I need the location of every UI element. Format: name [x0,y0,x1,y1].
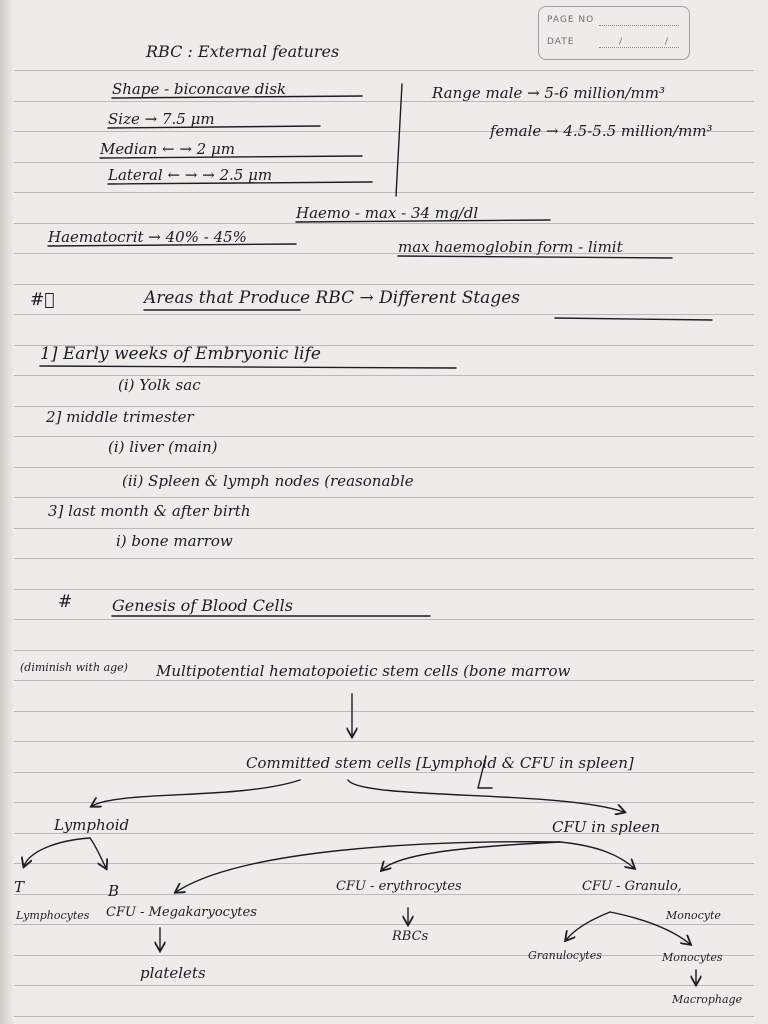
multipotential-line: Multipotential hematopoietic stem cells (bone marrow [156,662,571,680]
b-cell: B [108,882,120,900]
rbcs: RBCs [392,929,429,944]
stage2-a: (i) liver (main) [108,438,218,456]
range-female: female → 4.5-5.5 million/mm³ [490,122,713,140]
section1-title: RBC : External features [146,42,340,61]
platelets: platelets [140,964,206,982]
range-male: Range male → 5-6 million/mm³ [432,84,665,102]
stage1-a: (i) Yolk sac [118,376,201,394]
page-no-label: PAGE NO [547,15,595,25]
haematocrit: Haematocrit → 40% - 45% [48,228,247,246]
shape-line: Shape - biconcave disk [112,80,287,98]
cfu-in-spleen: CFU in spleen [552,818,661,836]
section2-title: Areas that Produce RBC → Different Stages [144,288,520,308]
date-value: / / [619,37,688,47]
diminish-note: (diminish with age) [20,661,128,674]
lateral-line: Lateral ← → → 2.5 μm [108,166,273,184]
stage1: 1] Early weeks of Embryonic life [40,344,321,364]
granulocytes: Granulocytes [528,949,602,962]
section3-title: Genesis of Blood Cells [112,596,293,615]
macrophage: Macrophage [672,993,743,1006]
hash-mark: #⃥ [30,290,53,310]
cfu-erythrocytes: CFU - erythrocytes [336,879,462,894]
size-line: Size → 7.5 μm [108,110,215,128]
t-cell: T [14,878,25,896]
cfu-megakaryocytes: CFU - Megakaryocytes [106,905,257,920]
haemo-max: Haemo - max - 34 mg/dl [296,204,479,222]
stage2: 2] middle trimester [46,408,194,426]
monocyte: Monocyte [666,909,721,922]
hash-mark-2: # [58,592,73,612]
max-haemoglobin: max haemoglobin form - limit [398,238,623,256]
date-label: DATE [547,37,575,47]
divider-line [396,84,402,196]
stage2-b: (ii) Spleen & lymph nodes (reasonable [122,472,414,490]
stage3: 3] last month & after birth [48,502,251,520]
committed-line: Committed stem cells [Lymphoid & CFU in spleen] [246,754,634,772]
median-line: Median ← → 2 μm [100,140,235,158]
lymphocytes: Lymphocytes [16,909,90,922]
cfu-granulo: CFU - Granulo, [582,879,682,894]
stage3-a: i) bone marrow [116,532,233,550]
monocytes: Monocytes [662,951,723,964]
lymphoid: Lymphoid [54,816,130,834]
